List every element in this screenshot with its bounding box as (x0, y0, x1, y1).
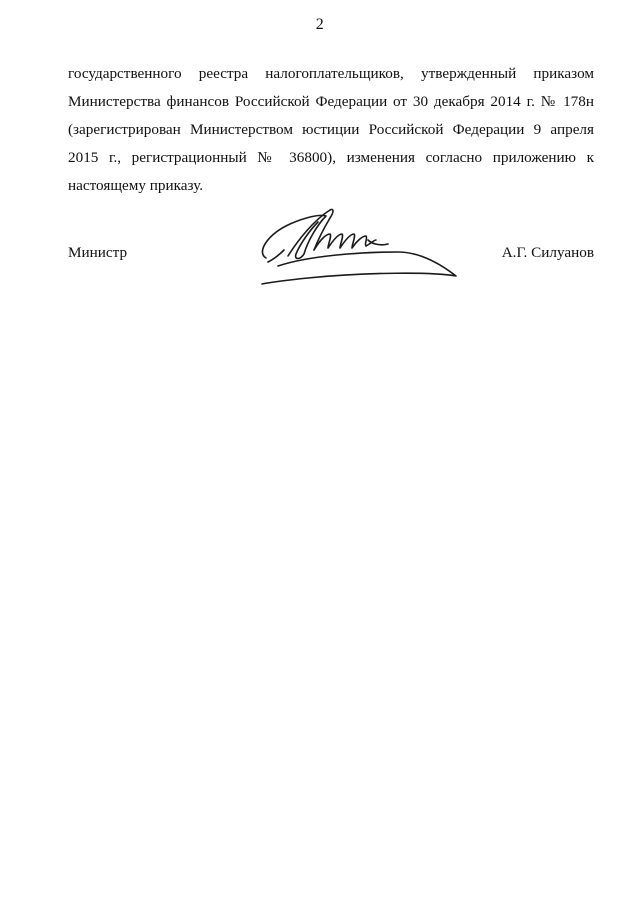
body-paragraph (68, 60, 594, 200)
signatory-name: А.Г. Силуанов (501, 244, 594, 261)
page-number: 2 (315, 16, 325, 33)
body-line-1: государственного реестра налогоплательщиков, утвержденный приказом (68, 65, 594, 82)
body-line-5: настоящему приказу. (68, 177, 204, 194)
handwritten-signature-icon (248, 200, 468, 290)
body-line-2: Министерства финансов Российской Федерации от 30 декабря 2014 г. № 178н (68, 93, 594, 110)
signature-block (68, 200, 594, 290)
signatory-position: Министр (68, 244, 128, 261)
body-line-3: (зарегистрирован Министерством юстиции Российской Федерации 9 апреля (68, 121, 594, 138)
body-line-4: 2015 г., регистрационный № 36800), изменения согласно приложению к (68, 149, 594, 166)
